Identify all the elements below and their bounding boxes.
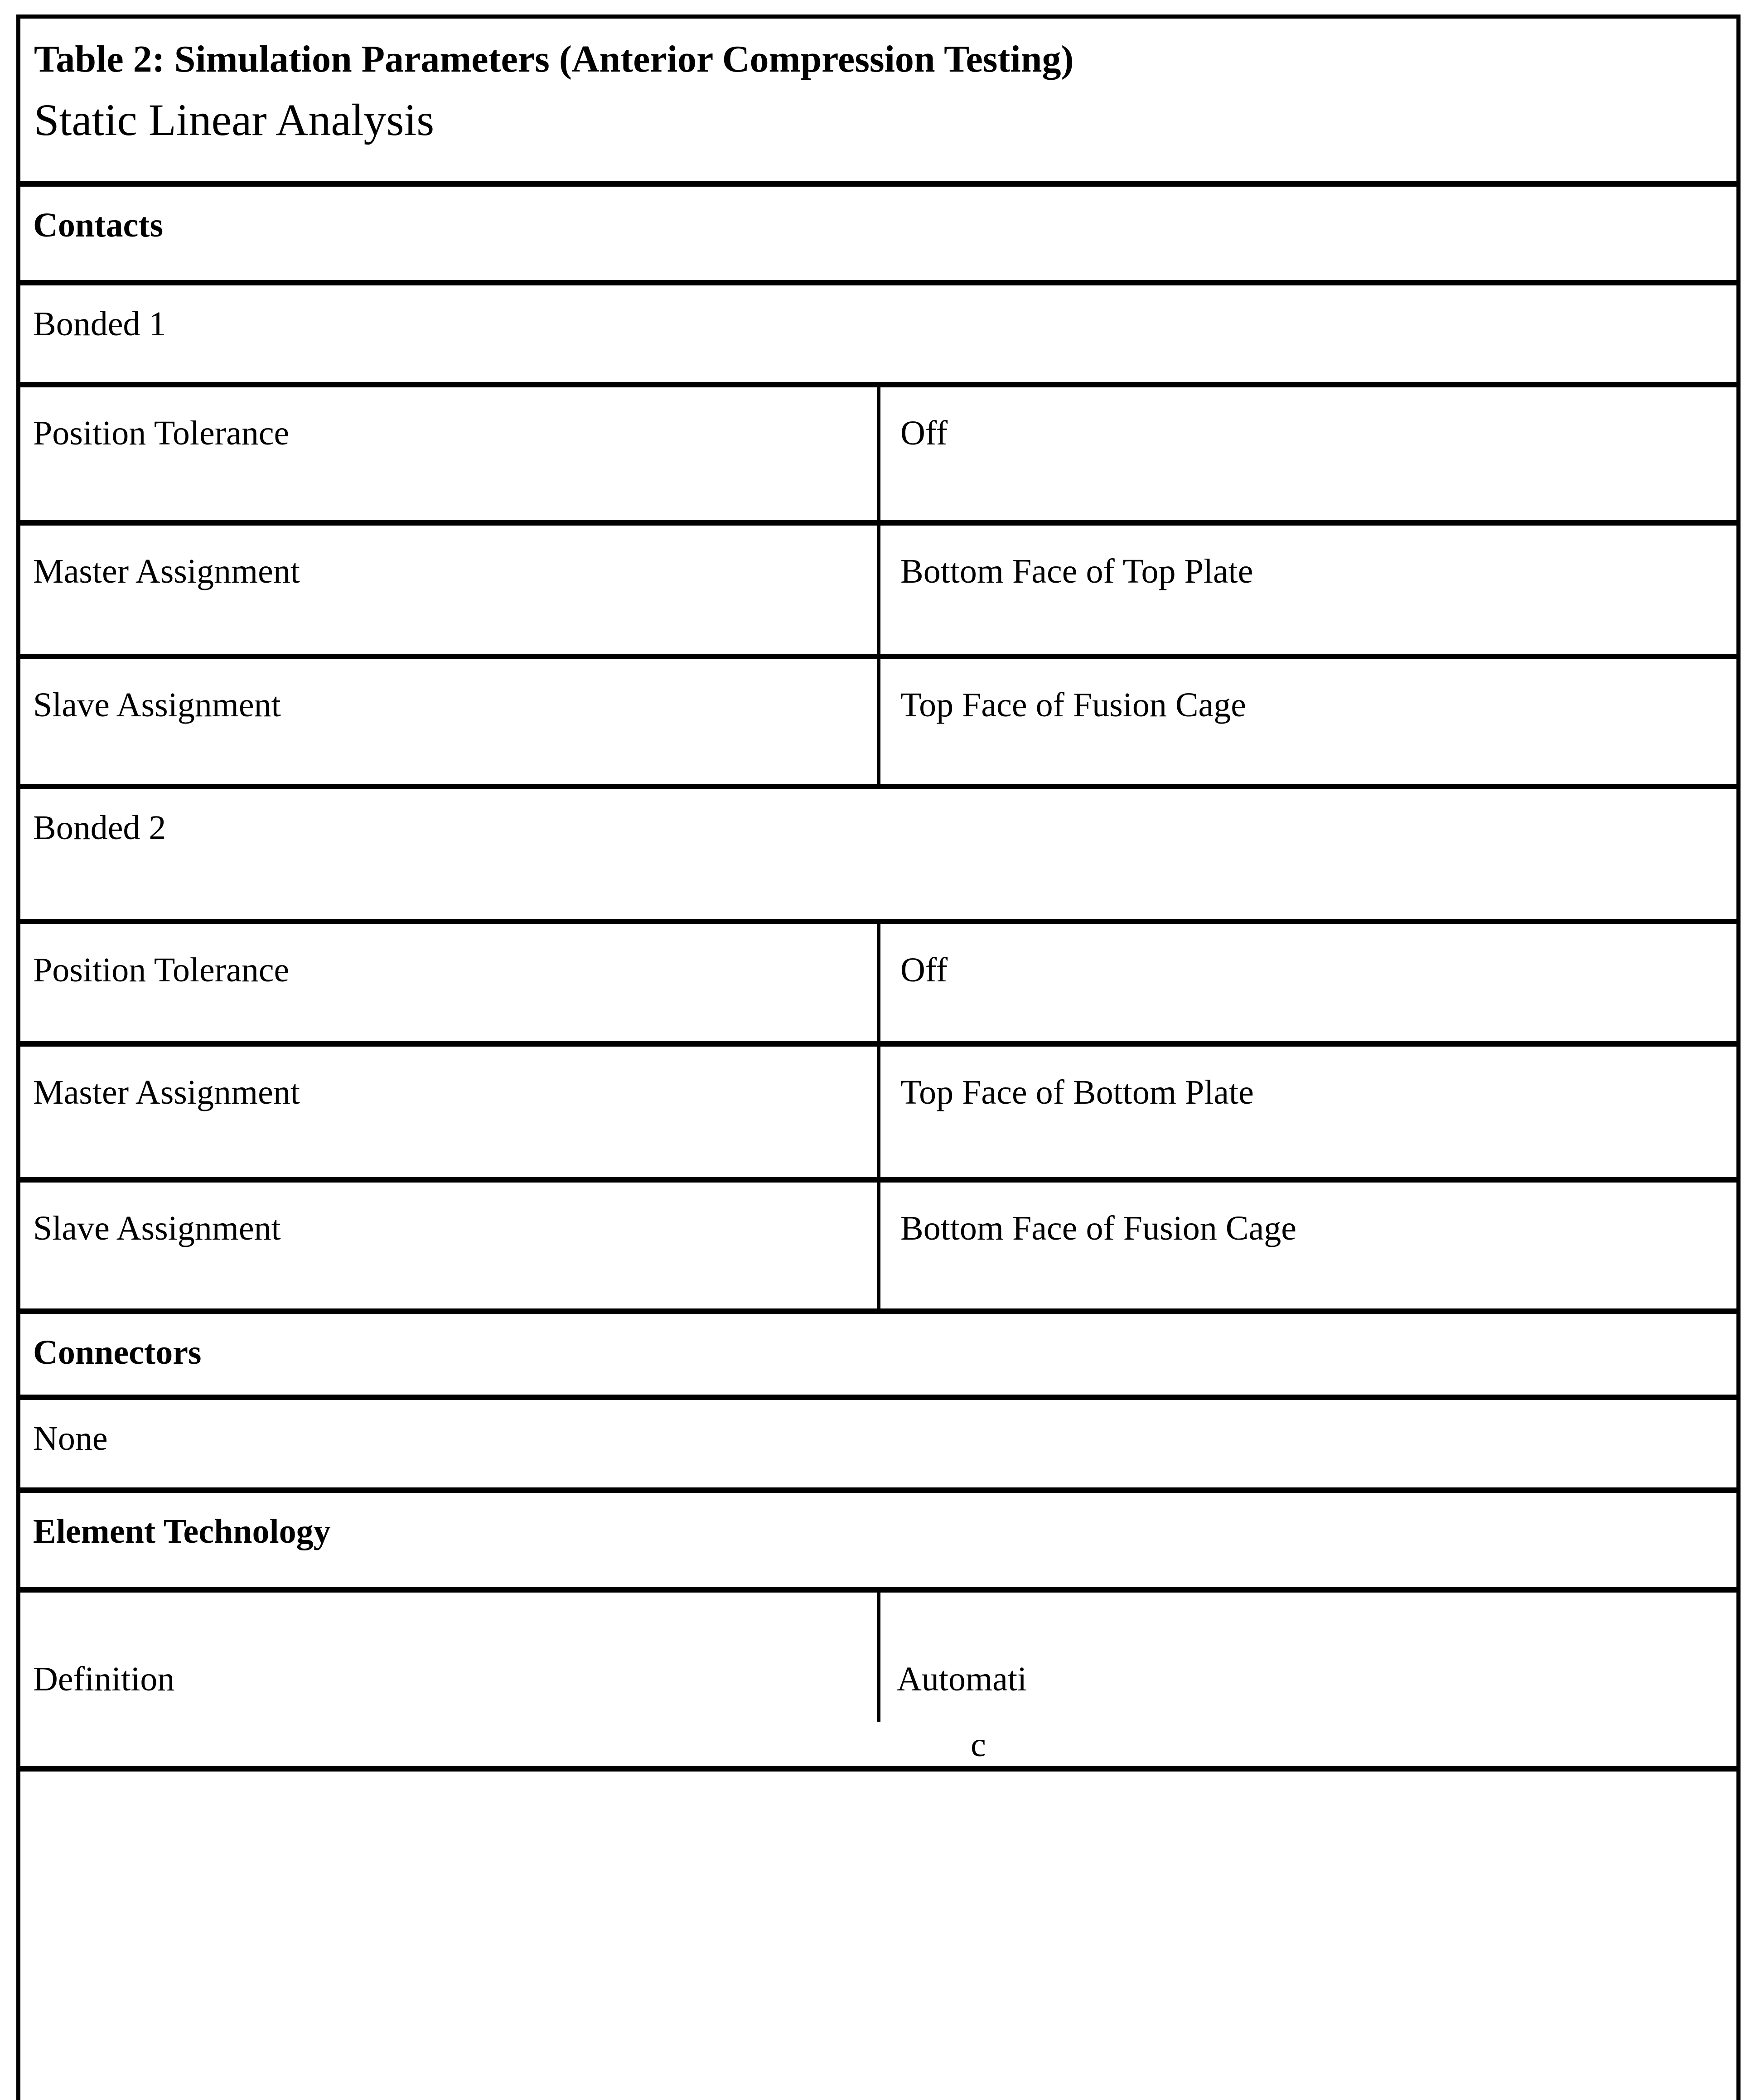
subsection-label-bonded-2: Bonded 2 bbox=[33, 809, 166, 847]
row-label: Slave Assignment bbox=[33, 686, 281, 724]
section-header-contacts: Contacts bbox=[33, 206, 164, 244]
table-title-cell bbox=[20, 19, 1736, 181]
section-row-connectors bbox=[20, 1314, 1736, 1400]
table-title-row bbox=[20, 19, 1736, 187]
partial-column-divider bbox=[877, 1593, 880, 1722]
section-header-element-technology: Element Technology bbox=[33, 1512, 331, 1550]
row-value-wrapped bbox=[877, 1593, 1736, 1766]
subsection-row-bonded-2 bbox=[20, 789, 1736, 924]
subsection-row-none bbox=[20, 1400, 1736, 1493]
table-row-slave-assignment-1 bbox=[20, 659, 1736, 789]
row-value: Off bbox=[877, 924, 1736, 1041]
row-value-line2: c bbox=[971, 1726, 986, 1764]
table-row-master-assignment-1 bbox=[20, 526, 1736, 659]
empty-bottom-cell bbox=[20, 1772, 1736, 2100]
table-row-master-assignment-2 bbox=[20, 1047, 1736, 1183]
subsection-label-none: None bbox=[33, 1419, 108, 1458]
table-row-position-tolerance-1 bbox=[20, 387, 1736, 526]
subsection-label-bonded-1: Bonded 1 bbox=[33, 305, 166, 343]
row-label: Position Tolerance bbox=[33, 951, 290, 989]
wrapped-value-box bbox=[897, 1660, 1060, 1765]
table-row-position-tolerance-2 bbox=[20, 924, 1736, 1047]
section-header-connectors: Connectors bbox=[33, 1333, 202, 1371]
row-value: Off bbox=[877, 387, 1736, 520]
row-label: Master Assignment bbox=[33, 552, 300, 590]
subsection-row-bonded-1 bbox=[20, 285, 1736, 387]
row-value: Bottom Face of Top Plate bbox=[877, 526, 1736, 654]
section-row-element-technology bbox=[20, 1493, 1736, 1593]
table-subtitle: Static Linear Analysis bbox=[34, 95, 435, 145]
section-row-contacts bbox=[20, 187, 1736, 285]
row-label: Slave Assignment bbox=[33, 1209, 281, 1247]
table-row-definition bbox=[20, 1593, 1736, 1772]
row-label: Master Assignment bbox=[33, 1073, 300, 1111]
row-value: Top Face of Bottom Plate bbox=[877, 1047, 1736, 1177]
table-row-slave-assignment-2 bbox=[20, 1183, 1736, 1314]
simulation-parameters-table bbox=[16, 14, 1741, 2100]
row-value: Top Face of Fusion Cage bbox=[877, 659, 1736, 784]
row-label: Position Tolerance bbox=[33, 414, 290, 452]
row-value: Bottom Face of Fusion Cage bbox=[877, 1183, 1736, 1308]
row-label: Definition bbox=[33, 1660, 175, 1698]
row-value-line1: Automati bbox=[897, 1660, 1027, 1698]
table-caption: Table 2: Simulation Parameters (Anterior Compression Testing) bbox=[34, 38, 1074, 80]
